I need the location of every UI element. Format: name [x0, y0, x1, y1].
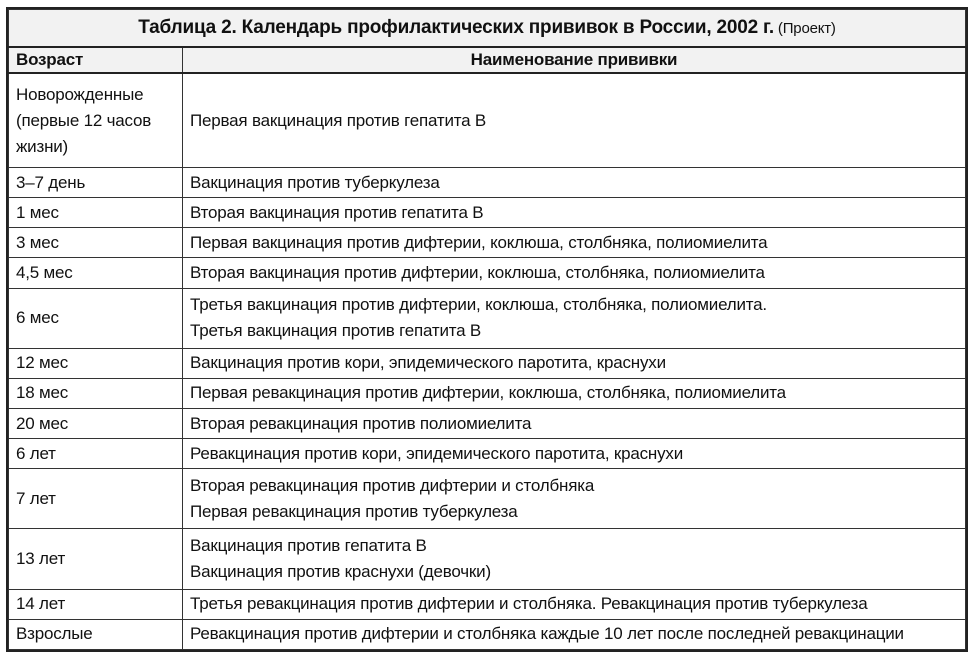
table-row: [9, 469, 966, 529]
vaccine-text: Вторая вакцинация против гепатита В: [190, 202, 484, 222]
table-row: [9, 228, 966, 258]
cell-age: [9, 348, 183, 378]
table-row: [9, 168, 966, 198]
cell-age: [9, 258, 183, 288]
table-title-note: (Проект): [777, 19, 836, 37]
table-row: [9, 198, 966, 228]
vaccine-text: Первая вакцинация против дифтерии, коклюша, столбняка, полиомиелита: [190, 232, 768, 252]
cell-vaccine: [183, 409, 966, 439]
cell-age: [9, 469, 183, 529]
age-text: 14 лет: [16, 594, 66, 614]
table-body: [9, 73, 966, 650]
cell-age: [9, 198, 183, 228]
table-row: [9, 258, 966, 288]
cell-vaccine: [183, 73, 966, 168]
age-text: 12 мес: [16, 353, 69, 373]
vaccine-text: Вторая ревакцинация против полиомиелита: [190, 413, 532, 433]
vaccination-calendar-table: [6, 7, 968, 652]
cell-vaccine: [183, 258, 966, 288]
table-row: [9, 378, 966, 408]
cell-age: [9, 589, 183, 619]
cell-age: [9, 228, 183, 258]
age-text: 7 лет: [16, 488, 56, 508]
vaccine-text: Вакцинация против краснухи (девочки): [190, 562, 491, 582]
cell-vaccine: [183, 198, 966, 228]
vaccine-text: Вакцинация против кори, эпидемического паротита, краснухи: [190, 353, 666, 373]
header-row: [9, 47, 966, 73]
vaccine-text: Ревакцинация против дифтерии и столбняка каждые 10 лет после последней ревакцинации: [190, 624, 904, 644]
cell-age: [9, 529, 183, 589]
age-text: 4,5 мес: [16, 263, 73, 283]
vaccine-text: Вакцинация против туберкулеза: [190, 172, 440, 192]
age-text: (первые 12 часов: [16, 110, 152, 130]
vaccine-text: Вакцинация против гепатита В: [190, 536, 427, 556]
table-row: [9, 589, 966, 619]
age-text: 20 мес: [16, 413, 69, 433]
table-row: [9, 619, 966, 649]
vaccine-text: Третья вакцинация против дифтерии, коклюша, столбняка, полиомиелита.: [190, 295, 767, 315]
table-row: [9, 529, 966, 589]
table-row: [9, 409, 966, 439]
cell-vaccine: [183, 168, 966, 198]
cell-age: [9, 619, 183, 649]
cell-vaccine: [183, 589, 966, 619]
cell-vaccine: [183, 228, 966, 258]
vaccine-text: Третья ревакцинация против дифтерии и столбняка. Ревакцинация против туберкулеза: [190, 594, 868, 614]
vaccine-text: Первая ревакцинация против туберкулеза: [190, 501, 518, 521]
age-text: 3–7 день: [16, 172, 86, 192]
cell-vaccine: [183, 619, 966, 649]
cell-vaccine: [183, 378, 966, 408]
header-age: Возраст: [9, 47, 183, 73]
header-vaccine-name: Наименование прививки: [183, 47, 966, 73]
age-text: Взрослые: [16, 624, 93, 644]
cell-age: [9, 439, 183, 469]
cell-vaccine: [183, 469, 966, 529]
age-text: Новорожденные: [16, 84, 144, 104]
cell-vaccine: [183, 348, 966, 378]
vaccine-text: Ревакцинация против кори, эпидемического паротита, краснухи: [190, 443, 684, 463]
cell-age: [9, 168, 183, 198]
cell-vaccine: [183, 288, 966, 348]
table-row: [9, 288, 966, 348]
cell-vaccine: [183, 439, 966, 469]
title-row: [9, 10, 966, 48]
cell-age: [9, 409, 183, 439]
age-text: 18 мес: [16, 383, 69, 403]
vaccine-text: Первая ревакцинация против дифтерии, коклюша, столбняка, полиомиелита: [190, 383, 786, 403]
cell-vaccine: [183, 529, 966, 589]
age-text: 3 мес: [16, 232, 59, 252]
age-text: жизни): [16, 136, 69, 156]
table-row: [9, 439, 966, 469]
cell-age: [9, 378, 183, 408]
age-text: 6 лет: [16, 443, 56, 463]
vaccine-text: Третья вакцинация против гепатита В: [190, 321, 482, 341]
age-text: 6 мес: [16, 308, 59, 328]
vaccine-text: Вторая ревакцинация против дифтерии и столбняка: [190, 475, 595, 495]
table: [8, 9, 966, 650]
vaccine-text: Вторая вакцинация против дифтерии, коклюша, столбняка, полиомиелита: [190, 263, 765, 283]
table-title: [9, 10, 966, 48]
age-text: 1 мес: [16, 202, 59, 222]
cell-age: [9, 288, 183, 348]
table-title-text: Таблица 2. Календарь профилактических прививок в России, 2002 г.: [138, 16, 774, 38]
table-row: [9, 348, 966, 378]
age-text: 13 лет: [16, 549, 66, 569]
cell-age: [9, 73, 183, 168]
table-row: [9, 73, 966, 168]
vaccine-text: Первая вакцинация против гепатита В: [190, 110, 487, 130]
